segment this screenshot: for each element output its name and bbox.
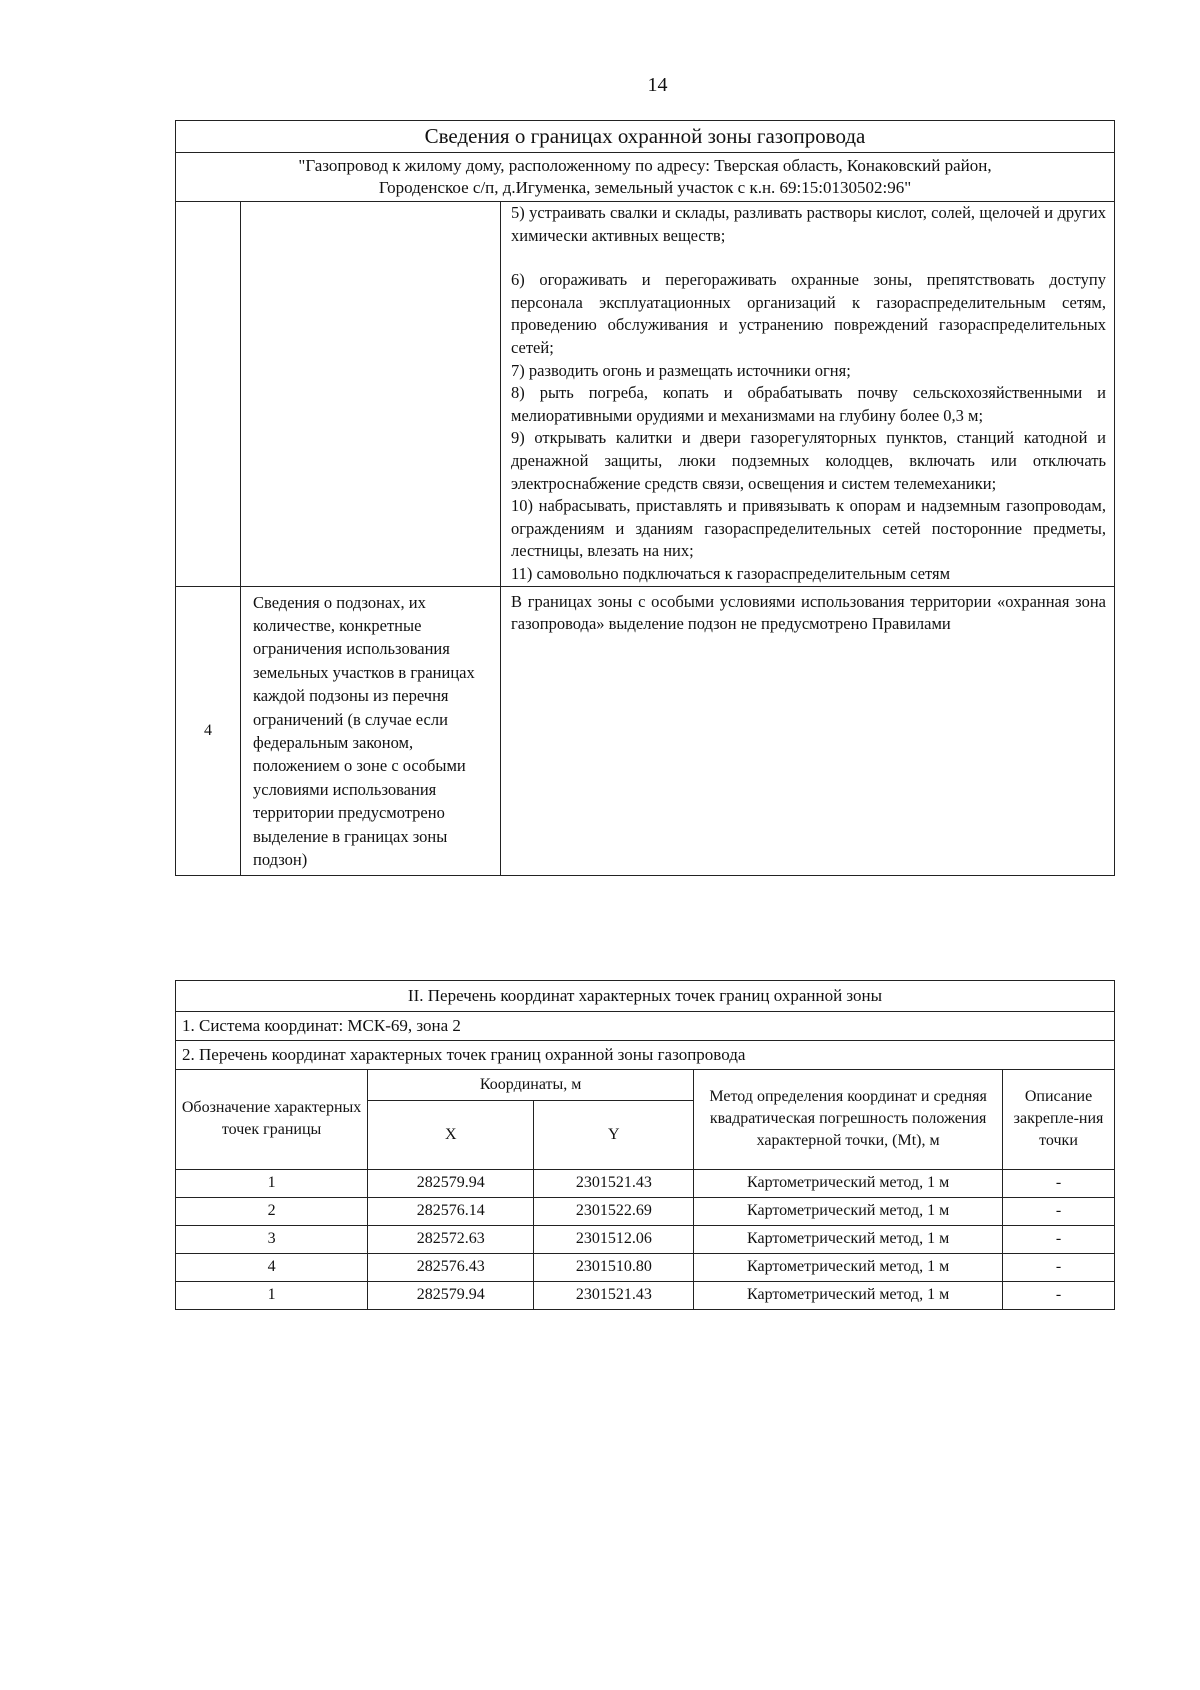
cell-y: 2301510.80 <box>534 1253 694 1281</box>
object-description-line2: Городенское с/п, д.Игуменка, земельный участок с к.н. 69:15:0130502:96" <box>378 178 912 197</box>
subzones-row <box>176 586 1115 876</box>
cell-point: 1 <box>176 1281 368 1309</box>
document-title: Сведения о границах охранной зоны газопровода <box>176 121 1115 153</box>
restrictions-row-name <box>241 202 501 587</box>
cell-fixing: - <box>1003 1197 1115 1225</box>
header-method <box>694 1069 1003 1169</box>
cell-method: Картометрический метод, 1 м <box>694 1253 1003 1281</box>
page-number: 14 <box>647 74 668 96</box>
object-description <box>176 153 1115 202</box>
restriction-item-8: 8) рыть погреба, копать и обрабатывать почву сельскохозяйственными и мелиоративными орудиями и механизмами на глубину более 0,3 м; <box>511 383 1106 425</box>
restriction-item-7: 7) разводить огонь и размещать источники огня; <box>511 360 851 380</box>
cell-method: Картометрический метод, 1 м <box>694 1197 1003 1225</box>
zone-info-table <box>175 120 1115 876</box>
restriction-item-10: 10) набрасывать, приставлять и привязывать к опорам и надземным газопроводам, ограждениям и зданиям газораспределительных сетей посторонние предметы, лестницы, влезать на них; <box>511 496 1106 561</box>
header-y: Y <box>534 1100 694 1169</box>
restrictions-row-number <box>176 202 241 587</box>
table-row <box>176 1281 1115 1309</box>
cell-y: 2301512.06 <box>534 1225 694 1253</box>
table-row <box>176 1225 1115 1253</box>
subzones-row-number: 4 <box>176 586 241 876</box>
header-point: Обозначение характерных точек границы <box>176 1069 368 1169</box>
section2-heading: II. Перечень координат характерных точек границ охранной зоны <box>176 981 1115 1012</box>
restriction-item-5: 5) устраивать свалки и склады, разливать растворы кислот, солей, щелочей и других химически активных веществ; <box>511 203 1106 245</box>
cell-point: 3 <box>176 1225 368 1253</box>
restriction-item-6: 6) огораживать и перегораживать охранные зоны, препятствовать доступу персонала эксплуатационных организаций к газораспределительным сетям, проведению обслуживания и устранению повреждений газораспределительных сетей; <box>511 270 1106 357</box>
cell-point: 1 <box>176 1169 368 1197</box>
table-row <box>176 1169 1115 1197</box>
subzones-row-name: Сведения о подзонах, их количестве, конкретные ограничения использования земельных участков в границах каждой подзоны из перечня ограничений (в случае если федеральным законом, положением о зоне с особыми условиями использования территории предусмотрено выделение в границах зоны подзон) <box>241 586 501 876</box>
header-coordinates: Координаты, м <box>368 1069 694 1100</box>
cell-fixing: - <box>1003 1169 1115 1197</box>
cell-fixing: - <box>1003 1281 1115 1309</box>
cell-x: 282579.94 <box>368 1281 534 1309</box>
cell-x: 282572.63 <box>368 1225 534 1253</box>
cell-y: 2301522.69 <box>534 1197 694 1225</box>
table-row <box>176 1197 1115 1225</box>
cell-fixing: - <box>1003 1225 1115 1253</box>
cell-method: Картометрический метод, 1 м <box>694 1225 1003 1253</box>
restrictions-list <box>501 202 1115 587</box>
restriction-item-11: 11) самовольно подключаться к газораспределительным сетям <box>511 563 951 583</box>
header-method-text: Метод определения координат и средняя квадратическая погрешность положения характерной точки, (Mt), м <box>709 1088 987 1149</box>
cell-method: Картометрический метод, 1 м <box>694 1281 1003 1309</box>
cell-point: 2 <box>176 1197 368 1225</box>
cell-x: 282579.94 <box>368 1169 534 1197</box>
restriction-item-9: 9) открывать калитки и двери газорегуляторных пунктов, станций катодной и дренажной защиты, люки подземных колодцев, включать или отключать электроснабжение средств связи, освещения и систем телемеханики; <box>511 428 1106 493</box>
cell-method: Картометрический метод, 1 м <box>694 1169 1003 1197</box>
cell-fixing: - <box>1003 1253 1115 1281</box>
coordinates-table <box>175 1069 1115 1310</box>
coordinates-list-title: 2. Перечень координат характерных точек границ охранной зоны газопровода <box>176 1041 1115 1070</box>
cell-x: 282576.43 <box>368 1253 534 1281</box>
cell-y: 2301521.43 <box>534 1169 694 1197</box>
table-row <box>176 1253 1115 1281</box>
header-x: X <box>368 1100 534 1169</box>
cell-x: 282576.14 <box>368 1197 534 1225</box>
restrictions-row <box>176 202 1115 587</box>
cell-y: 2301521.43 <box>534 1281 694 1309</box>
subzones-row-value: В границах зоны с особыми условиями использования территории «охранная зона газопровода» выделение подзон не предусмотрено Правилами <box>501 586 1115 876</box>
coordinates-section <box>175 980 1115 1310</box>
header-fixing: Описание закрепле-ния точки <box>1003 1069 1115 1169</box>
coordinate-system: 1. Система координат: МСК-69, зона 2 <box>176 1012 1115 1041</box>
coordinates-table-body <box>176 1169 1115 1309</box>
object-description-line1: "Газопровод к жилому дому, расположенному по адресу: Тверская область, Конаковский район, <box>298 156 992 175</box>
cell-point: 4 <box>176 1253 368 1281</box>
